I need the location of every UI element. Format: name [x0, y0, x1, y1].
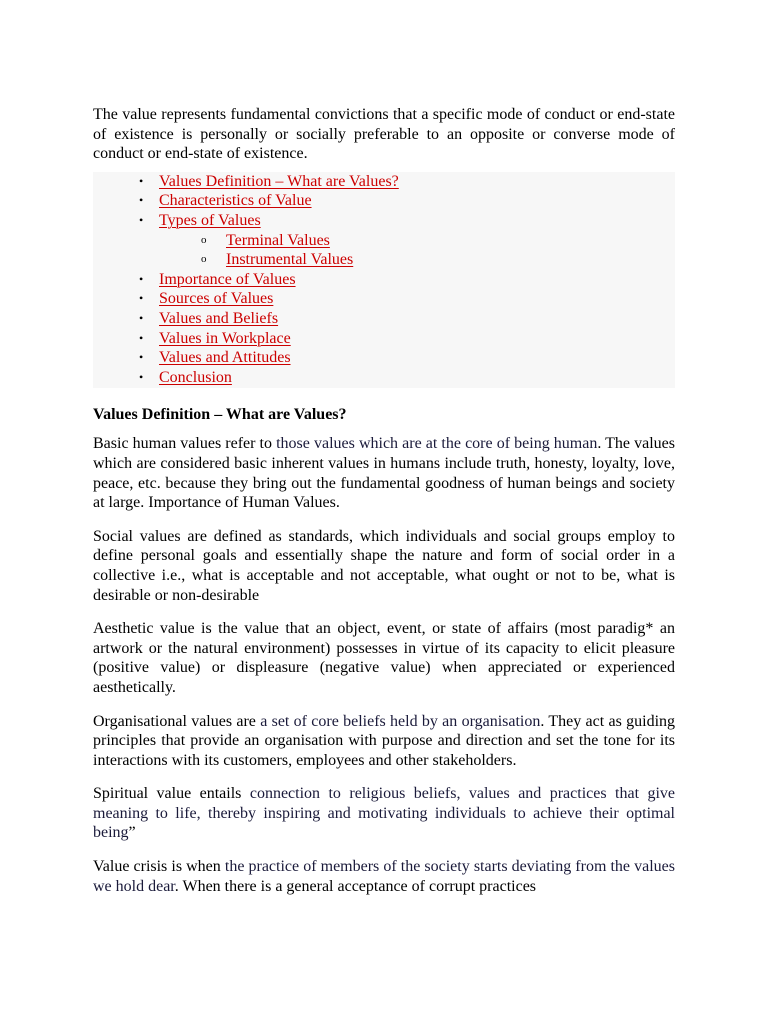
bullet-icon: •: [139, 330, 144, 345]
text-span: those values which are at the core of being human: [276, 435, 598, 453]
toc-link[interactable]: Values and Attitudes: [159, 349, 291, 367]
intro-paragraph: The value represents fundamental convictions that a specific mode of conduct or end-state of existence is personally or socially preferable to an opposite or converse mode of conduct or end-state of existence.: [93, 106, 675, 163]
text-span: Spiritual value entails: [93, 785, 250, 803]
toc-item: [93, 211, 675, 231]
text-span: . They act as guiding principles that provide an organisation with purpose and direction and set the tone for its interactions with its customers, employees and other stakeholders.: [93, 712, 676, 769]
table-of-contents: [93, 172, 675, 388]
text-span: Organisational values are: [93, 712, 261, 730]
toc-item: [93, 172, 675, 192]
circle-bullet-icon: o: [201, 233, 207, 246]
text-span: connection to religious beliefs, values and practices that give meaning to life, thereby inspiring and motivating individuals to achieve their optimal being: [93, 785, 675, 842]
toc-item: [93, 270, 675, 290]
toc-item: [93, 191, 675, 211]
toc-item: [93, 329, 675, 349]
text-span: the practice of members of the society starts deviating from the values we hold dear: [93, 858, 675, 895]
text-span: . The values which are considered basic inherent values in humans include truth, honesty, loyalty, love, peace, etc. because they bring out the fundamental goodness of human beings and society at large. Importance of Human Values.: [93, 435, 676, 512]
circle-bullet-icon: o: [201, 253, 207, 266]
text-span: Value crisis is when: [93, 858, 225, 876]
bullet-icon: •: [139, 193, 144, 208]
toc-item: [93, 231, 675, 251]
bullet-icon: •: [139, 212, 144, 227]
document-page: [93, 105, 675, 910]
bullet-icon: •: [139, 173, 144, 188]
bullet-icon: •: [139, 271, 144, 286]
toc-item: [93, 309, 675, 329]
text-span: . When there is a general acceptance of corrupt practices: [174, 877, 537, 895]
paragraph-human-values: [93, 434, 675, 512]
toc-link[interactable]: Instrumental Values: [226, 251, 354, 269]
bullet-icon: •: [139, 310, 144, 325]
toc-item: [93, 348, 675, 368]
toc-link[interactable]: Types of Values: [159, 211, 261, 229]
bullet-icon: •: [139, 350, 144, 365]
toc-link[interactable]: Conclusion: [159, 368, 232, 386]
bullet-icon: •: [139, 369, 144, 384]
toc-link[interactable]: Sources of Values: [159, 290, 274, 308]
paragraph-aesthetic-value: Aesthetic value is the value that an object, event, or state of affairs (most paradig* an artwork or the natural environment) possesses in virtue of its capacity to elicit pleasure (positive value) or displeasure (negative value) when appreciated or experienced aesthetically.: [93, 620, 675, 696]
toc-list: [93, 172, 675, 388]
toc-link[interactable]: Terminal Values: [226, 231, 330, 249]
bullet-icon: •: [139, 291, 144, 306]
paragraph-social-values: Social values are defined as standards, which individuals and social groups employ to define personal goals and essentially shape the nature and form of social order in a collective i.e., what is acceptable and not acceptable, what ought or not to be, what is desirable or non-desirable: [93, 527, 675, 604]
text-span: ”: [128, 824, 136, 842]
text-span: Basic human values refer to: [93, 435, 277, 453]
toc-item: [93, 250, 675, 270]
toc-link[interactable]: Characteristics of Value: [159, 192, 312, 210]
text-span: a set of core beliefs held by an organisation: [260, 712, 541, 730]
toc-item: [93, 368, 675, 388]
paragraph-organisational-values: [93, 712, 675, 771]
paragraph-spiritual-value: [93, 784, 675, 843]
toc-item: [93, 289, 675, 309]
toc-link[interactable]: Values in Workplace: [159, 329, 291, 347]
toc-link[interactable]: Importance of Values: [159, 270, 296, 288]
section-heading: Values Definition – What are Values?: [93, 405, 347, 423]
toc-link[interactable]: Values and Beliefs: [159, 309, 279, 327]
toc-link[interactable]: Values Definition – What are Values?: [159, 172, 399, 190]
paragraph-value-crisis: [93, 857, 675, 896]
